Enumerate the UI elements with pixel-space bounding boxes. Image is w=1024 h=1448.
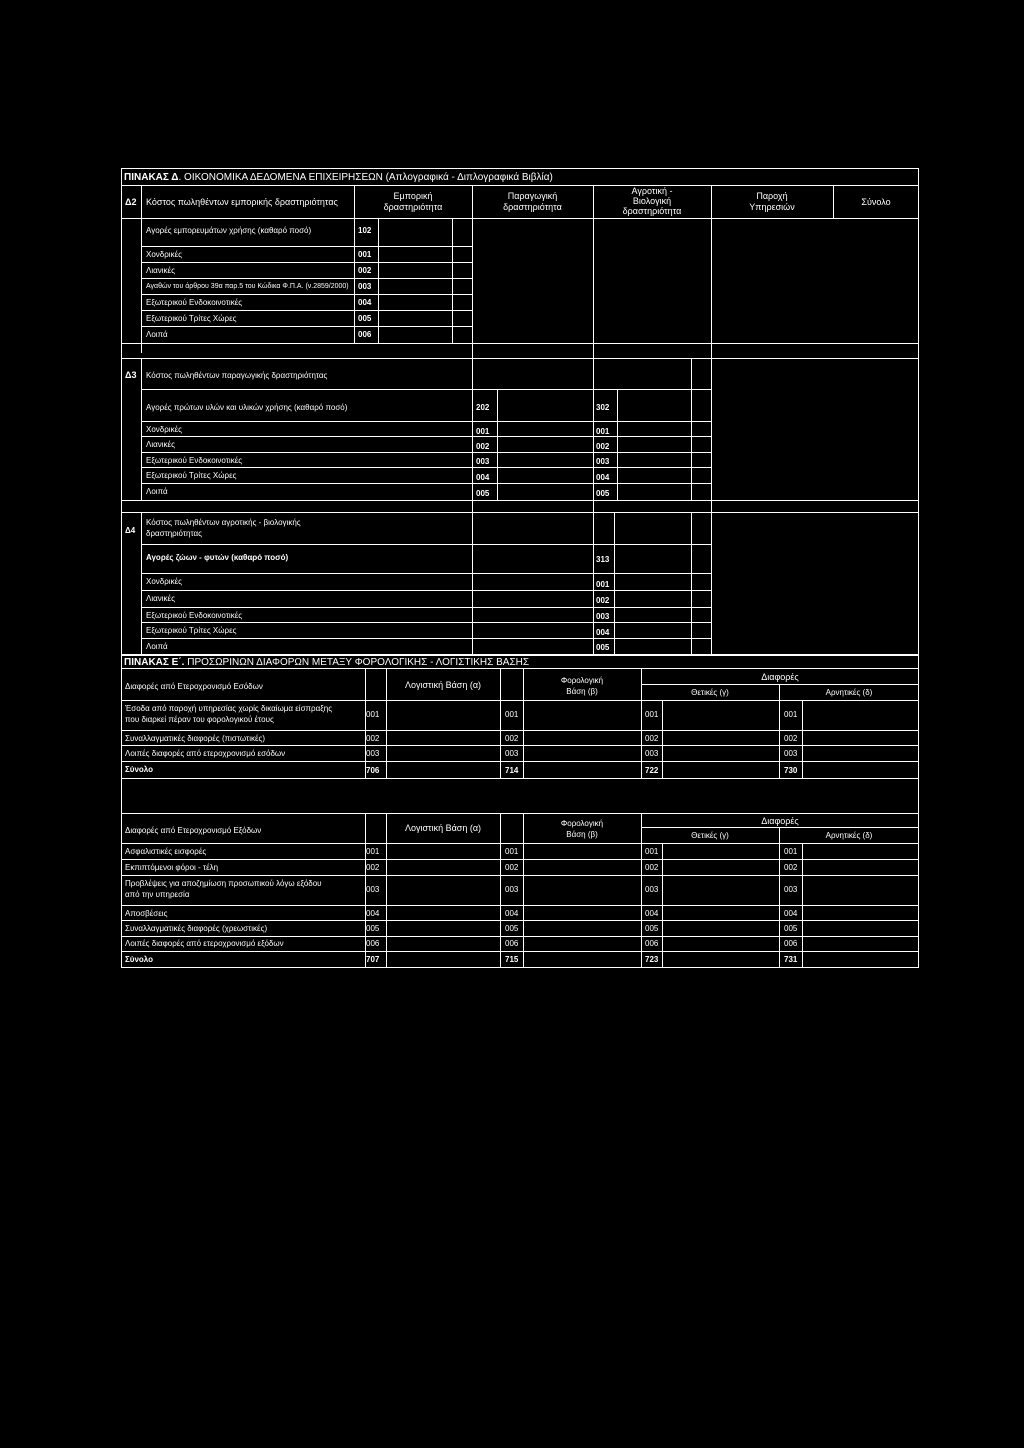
- expense-row-4-code-a: 004: [366, 909, 380, 918]
- table-e-frame: [121, 655, 919, 968]
- income-row-2-code-d: 002: [784, 734, 798, 743]
- income-hdr-pos: Θετικές (γ): [691, 688, 729, 697]
- income-total-label: Σύνολο: [125, 765, 154, 774]
- d4-row-3-code: 003: [596, 612, 610, 621]
- expense-row-3-code-d: 003: [784, 885, 798, 894]
- d4-row-2-code: 002: [596, 596, 610, 605]
- expense-row-1-code-c: 001: [645, 847, 659, 856]
- income-total-c: 722: [645, 766, 659, 775]
- expense-total-d: 731: [784, 955, 798, 964]
- hdr-productive-2: δραστηριότητα: [503, 202, 562, 212]
- income-row-1-code-b: 001: [505, 710, 519, 719]
- table-d-title: ΠΙΝΑΚΑΣ Δ. ΟΙΚΟΝΟΜΙΚΑ ΔΕΔΟΜΕΝΑ ΕΠΙΧΕΙΡΗΣΕΩΝ (Απλογραφικά - Διπλογραφικά Βιβλία): [124, 172, 553, 183]
- expense-row-6-code-d: 006: [784, 939, 798, 948]
- d4-row-5-code: 005: [596, 643, 610, 652]
- expense-row-3-code-c: 003: [645, 885, 659, 894]
- expense-row-5-label: Συναλλαγματικές διαφορές (χρεωστικές): [125, 924, 268, 933]
- income-hdr-neg: Αρνητικές (δ): [825, 688, 873, 697]
- income-row-1-code-c: 001: [645, 710, 659, 719]
- d3-code: Δ3: [125, 370, 137, 380]
- d3-main-code-b: 302: [596, 403, 610, 412]
- income-total-a: 706: [366, 766, 380, 775]
- d3-row-1-label: Χονδρικές: [146, 425, 182, 434]
- expense-row-1-code-d: 001: [784, 847, 798, 856]
- d4-row-2-label: Λιανικές: [146, 594, 175, 603]
- expense-row-5-code-d: 005: [784, 924, 798, 933]
- d2-row-4-label: Εξωτερικού Ενδοκοινοτικές: [146, 298, 243, 307]
- expense-row-4-code-c: 004: [645, 909, 659, 918]
- expense-hdr-diff: Διαφορές: [761, 816, 799, 826]
- hdr-commercial-2: δραστηριότητα: [383, 202, 443, 212]
- expense-row-6-code-a: 006: [366, 939, 380, 948]
- expense-row-1-code-b: 001: [505, 847, 519, 856]
- d2-main-code: 102: [358, 226, 372, 235]
- d3-row-5-code-b: 005: [596, 489, 610, 498]
- d2-row-1-label: Χονδρικές: [146, 250, 182, 259]
- expense-row-4-code-d: 004: [784, 909, 798, 918]
- income-row-1-label-1: Έσοδα από παροχή υπηρεσίας χωρίς δικαίωμα είσπραξης: [125, 704, 333, 713]
- d4-main-code: 313: [596, 555, 610, 564]
- d3-row-1-code-a: 001: [476, 427, 490, 436]
- expense-row-3-label-1: Προβλέψεις για αποζημίωση προσωπικού λόγω εξόδου: [125, 879, 322, 888]
- expense-total-c: 723: [645, 955, 659, 964]
- d4-row-3-label: Εξωτερικού Ενδοκοινοτικές: [146, 611, 243, 620]
- expense-row-4-label: Αποσβέσεις: [125, 909, 168, 918]
- expense-row-2-code-a: 002: [366, 863, 380, 872]
- expense-total-label: Σύνολο: [125, 955, 154, 964]
- d3-row-2-code-a: 002: [476, 442, 490, 451]
- income-total-b: 714: [505, 766, 519, 775]
- d2-code: Δ2: [125, 197, 137, 207]
- income-row-3-label: Λοιπές διαφορές από ετεροχρονισμό εσόδων: [125, 749, 286, 758]
- d3-row-4-code-b: 004: [596, 473, 610, 482]
- income-row-3-code-d: 003: [784, 749, 798, 758]
- income-row-3-code-b: 003: [505, 749, 519, 758]
- expense-total-b: 715: [505, 955, 519, 964]
- d2-row-2-code: 002: [358, 266, 372, 275]
- income-total-d: 730: [784, 766, 798, 775]
- d2-main-label: Αγορές εμπορευμάτων χρήσης (καθαρό ποσό): [146, 226, 312, 235]
- d4-main-label: Αγορές ζώων - φυτών (καθαρό ποσό): [146, 553, 289, 562]
- expense-row-2-code-c: 002: [645, 863, 659, 872]
- d3-row-2-code-b: 002: [596, 442, 610, 451]
- expense-row-6-label: Λοιπές διαφορές από ετεροχρονισμό εξόδων: [125, 939, 284, 948]
- d2-row-6-code: 006: [358, 330, 372, 339]
- d2-row-5-code: 005: [358, 314, 372, 323]
- hdr-agri-2: Βιολογική: [632, 196, 672, 206]
- expense-row-3-code-a: 003: [366, 885, 380, 894]
- expense-row-2-code-d: 002: [784, 863, 798, 872]
- d3-main-label: Αγορές πρώτων υλών και υλικών χρήσης (καθαρό ποσό): [146, 403, 348, 412]
- d4-row-1-code: 001: [596, 580, 610, 589]
- income-hdr-accounting: Λογιστική Βάση (α): [404, 680, 482, 690]
- d2-row-4-code: 004: [358, 298, 372, 307]
- expense-hdr-tax-1: Φορολογική: [560, 819, 604, 828]
- hdr-services-2: Υπηρεσιών: [749, 202, 795, 212]
- income-row-1-label-2: που διαρκεί πέραν του φορολογικού έτους: [125, 715, 274, 724]
- d3-row-3-code-b: 003: [596, 457, 610, 466]
- expense-row-2-label: Εκπιπτόμενοι φόροι - τέλη: [125, 863, 219, 872]
- d2-row-3-code: 003: [358, 282, 372, 291]
- income-row-2-code-a: 002: [366, 734, 380, 743]
- income-hdr-tax-2: Βάση (β): [566, 687, 598, 696]
- expense-hdr-pos: Θετικές (γ): [691, 831, 729, 840]
- d3-row-3-code-a: 003: [476, 457, 490, 466]
- expense-row-2-code-b: 002: [505, 863, 519, 872]
- d4-row-4-label: Εξωτερικού Τρίτες Χώρες: [146, 626, 237, 635]
- hdr-services-1: Παροχή: [756, 191, 788, 201]
- expense-row-6-code-b: 006: [505, 939, 519, 948]
- expense-total-a: 707: [366, 955, 380, 964]
- expense-title: Διαφορές από Ετεροχρονισμό Εξόδων: [125, 826, 262, 835]
- hdr-total: Σύνολο: [861, 197, 891, 207]
- hdr-agri-3: δραστηριότητα: [622, 206, 682, 216]
- d3-row-4-label: Εξωτερικού Τρίτες Χώρες: [146, 471, 237, 480]
- d4-code: Δ4: [125, 526, 136, 535]
- expense-hdr-tax-2: Βάση (β): [566, 830, 598, 839]
- income-row-3-code-c: 003: [645, 749, 659, 758]
- income-row-2-code-b: 002: [505, 734, 519, 743]
- d3-row-5-label: Λοιπά: [146, 487, 168, 496]
- d3-label: Κόστος πωληθέντων παραγωγικής δραστηριότητας: [146, 371, 328, 380]
- d2-row-1-code: 001: [358, 250, 372, 259]
- d2-row-3-label: Αγαθών του άρθρου 39α παρ.5 του Κώδικα Φ.Π.Α. (ν.2859/2000): [146, 283, 349, 290]
- d3-row-1-code-b: 001: [596, 427, 610, 436]
- d4-row-1-label: Χονδρικές: [146, 577, 182, 586]
- expense-row-1-label: Ασφαλιστικές εισφορές: [125, 847, 207, 856]
- expense-hdr-neg: Αρνητικές (δ): [825, 831, 873, 840]
- hdr-productive-1: Παραγωγική: [507, 191, 558, 201]
- d2-row-6-label: Λοιπά: [146, 330, 168, 339]
- table-e-title: ΠΙΝΑΚΑΣ Ε΄. ΠΡΟΣΩΡΙΝΩΝ ΔΙΑΦΟΡΩΝ ΜΕΤΑΞΥ ΦΟΡΟΛΟΓΙΚΗΣ - ΛΟΓΙΣΤΙΚΗΣ ΒΑΣΗΣ: [124, 657, 530, 668]
- income-row-1-code-d: 001: [784, 710, 798, 719]
- expense-row-3-code-b: 003: [505, 885, 519, 894]
- d3-row-4-code-a: 004: [476, 473, 490, 482]
- income-title: Διαφορές από Ετεροχρονισμό Εσόδων: [125, 682, 263, 691]
- expense-row-1-code-a: 001: [366, 847, 380, 856]
- d4-label-1: Κόστος πωληθέντων αγροτικής - βιολογικής: [146, 518, 301, 527]
- expense-row-6-code-c: 006: [645, 939, 659, 948]
- d4-row-4-code: 004: [596, 628, 610, 637]
- d2-row-2-label: Λιανικές: [146, 266, 175, 275]
- d4-label-2: δραστηριότητας: [146, 529, 202, 538]
- d4-row-5-label: Λοιπά: [146, 642, 168, 651]
- expense-row-5-code-c: 005: [645, 924, 659, 933]
- hdr-commercial-1: Εμπορική: [393, 191, 433, 201]
- d2-row-5-label: Εξωτερικού Τρίτες Χώρες: [146, 314, 237, 323]
- expense-row-5-code-b: 005: [505, 924, 519, 933]
- income-row-3-code-a: 003: [366, 749, 380, 758]
- d3-row-3-label: Εξωτερικού Ενδοκοινοτικές: [146, 456, 243, 465]
- income-row-2-code-c: 002: [645, 734, 659, 743]
- income-row-1-code-a: 001: [366, 710, 380, 719]
- income-hdr-tax-1: Φορολογική: [560, 676, 604, 685]
- d3-main-code-a: 202: [476, 403, 490, 412]
- income-row-2-label: Συναλλαγματικές διαφορές (πιστωτικές): [125, 734, 266, 743]
- expense-row-3-label-2: από την υπηρεσία: [125, 890, 190, 899]
- d2-label: Κόστος πωληθέντων εμπορικής δραστηριότητας: [146, 197, 338, 207]
- expense-row-5-code-a: 005: [366, 924, 380, 933]
- d3-row-5-code-a: 005: [476, 489, 490, 498]
- d3-row-2-label: Λιανικές: [146, 440, 175, 449]
- hdr-agri-1: Αγροτική -: [631, 186, 673, 196]
- income-hdr-diff: Διαφορές: [761, 672, 799, 682]
- expense-hdr-accounting: Λογιστική Βάση (α): [404, 823, 482, 833]
- expense-row-4-code-b: 004: [505, 909, 519, 918]
